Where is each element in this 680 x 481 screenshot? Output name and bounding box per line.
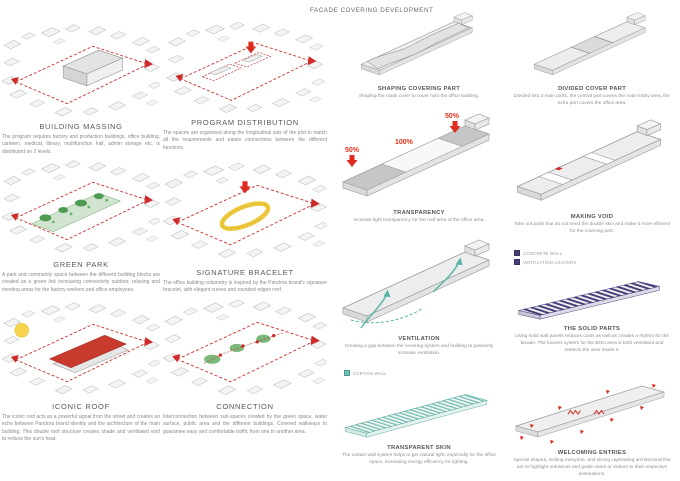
cover-mask-shape [367,23,469,69]
red-arrow-icon [347,155,358,167]
panel-building-massing [2,24,160,156]
panel-caption: Special shapes, inviting everyone, and strong captivating architectural fins are to highlight entrances and guide users or visitors to their respective destinations. [513,458,671,477]
legend-label: VENTILATION LOUVERS [523,259,577,265]
panel-title: THE SOLID PARTS [563,326,621,332]
curtain-wall-swatch-icon [344,370,350,376]
slab-solid-svg [506,270,678,324]
panel-caption: Using solid wall panels reduces costs as well as creates a rhythm for the facade. The louvers system for the BOH area is both ventilated and restricts the view inside it. [515,334,669,353]
iconic-roof-diagram [2,300,160,400]
panel-green-park [2,158,160,294]
panel-shaping-covering-part [336,8,502,101]
sun-icon [15,323,29,337]
panel-welcoming-entries [506,368,678,479]
transparency-label-left: 50% [345,147,360,154]
connection-diagram [163,298,327,400]
panel-caption: Interconnection between sub-spaces created by the green space, water surface, public area and the different buildings. Covered walkways to guarantee easy and comfortable traffic from one to another area. [163,414,327,435]
program-footprints [202,52,271,80]
panel-title: GREEN PARK [53,260,109,269]
panel-title: SHAPING COVERING PART [377,86,461,92]
panel-caption: The office building volumetry is inspired by the Pandora brand's signature bracelet, with elegant curves and rounded edges roof. [163,280,327,294]
panel-transparency [336,108,502,225]
panel-title: DIVIDED COVER PART [557,86,627,92]
slab-transparency-svg [336,108,502,208]
panel-divided-cover-part [506,8,678,108]
green-park-diagram [2,158,160,258]
site-program-svg [163,22,327,116]
panel-caption: Creating a gap between the covering system and building to passively increase ventilation. [344,344,494,356]
solid-parts-legend [514,250,678,265]
making-void-diagram [506,114,678,212]
slab-entries-svg [506,368,678,448]
transparency-diagram [336,108,502,208]
panel-title: CONNECTION [216,402,274,411]
site-park-svg [2,158,160,258]
legend-label: CONCRETE WALL [523,250,563,256]
panel-caption: Take out parts that do not need the double skin and make it more efficient for the covering part. [514,222,670,234]
entries-slab [516,386,664,437]
panel-title: MAKING VOID [570,214,614,220]
panel-title: ICONIC ROOF [52,402,110,411]
panel-making-void [506,114,678,236]
divided-cover-diagram [506,8,678,84]
transparency-regions [343,126,489,190]
green-park-shapes [32,193,121,232]
legend-item-concrete-wall [514,250,678,256]
site-bracelet-svg [163,158,327,266]
signature-bracelet-diagram [163,158,327,266]
panel-caption: The program requires factory and production buildings, office building, canteen, medical, library, multifunction hall, admin storage etc. is distributed on 2 levels. [2,134,160,155]
panel-caption: The curtain wall system helps to get natural light, especially for the office space, increasing energy efficiency for lighting. [342,453,496,465]
roof-shapes [49,335,128,373]
panel-title: WELCOMING ENTRIES [557,450,627,456]
striped-teal-slab [345,395,486,438]
transparent-skin-diagram [336,381,502,443]
site-roof-svg [2,300,160,400]
site-massing-svg [2,24,160,120]
curtain-wall-legend [344,370,502,376]
panel-ventilation [336,234,502,358]
red-arrow-icon [245,42,256,54]
transparency-label-right: 50% [445,113,460,120]
panel-the-solid-parts [506,250,678,355]
transparency-label-middle: 100% [395,139,413,146]
slab-shaping-svg [336,8,502,84]
panel-title: TRANSPARENCY [393,210,445,216]
panel-caption: The spaces are organized along the longitudinal axis of the plot to match all the requirements and eases connections between the different functions. [163,130,327,151]
panel-caption: Divided into 3 main parts, the central part covers the main lobby area, the extra part covers the office area. [514,94,670,106]
panel-iconic-roof [2,300,160,443]
panel-title: BUILDING MASSING [39,122,123,131]
welcoming-entries-diagram [506,368,678,448]
program-distribution-diagram [163,22,327,116]
panel-title: PROGRAM DISTRIBUTION [191,118,299,127]
building-massing-diagram [2,24,160,120]
panel-caption: The iconic roof acts as a powerful signal from the street and creates an echo between Pandora brand identity and the architecture of the main building. This double roof structure creates shade and ventilated void to reduce the sun's heat. [2,414,160,442]
legend-item-curtain-wall [344,370,502,376]
panel-caption: Increase light transparency for the roof area of the office area. [353,218,485,223]
panel-caption: Shaping the mask cover to cover hold the office building. [358,94,480,99]
panel-caption: A park and community space between the different building blocks are created as a green link increasing connectivity outdoor, relaxing and meeting areas for the factory workers and office employees. [2,272,160,293]
panel-transparent-skin [336,370,502,467]
panel-title: VENTILATION [398,336,440,342]
connection-shapes [204,333,284,364]
striped-navy-slab [519,282,660,320]
legend-label: CURTAIN WALL [353,370,387,376]
panel-connection [163,298,327,436]
facade-section-header: FACADE COVERING DEVELOPMENT [310,7,434,14]
ventilation-louvers-swatch-icon [514,259,520,265]
legend-item-ventilation-louvers [514,259,678,265]
red-arrow-icon [239,181,250,193]
slab-ventilation-svg [336,234,502,334]
shaping-covering-diagram [336,8,502,84]
panel-program-distribution [163,22,327,152]
solid-parts-diagram [506,270,678,324]
slab-curtain-svg [336,381,502,443]
panel-title: TRANSPARENT SKIN [387,445,451,451]
concrete-wall-swatch-icon [514,250,520,256]
slab-divided-svg [506,8,678,84]
slab-void-svg [506,114,678,212]
panel-signature-bracelet [163,158,327,295]
site-connection-svg [163,298,327,400]
ventilation-diagram [336,234,502,334]
panel-title: SIGNATURE BRACELET [196,268,294,277]
